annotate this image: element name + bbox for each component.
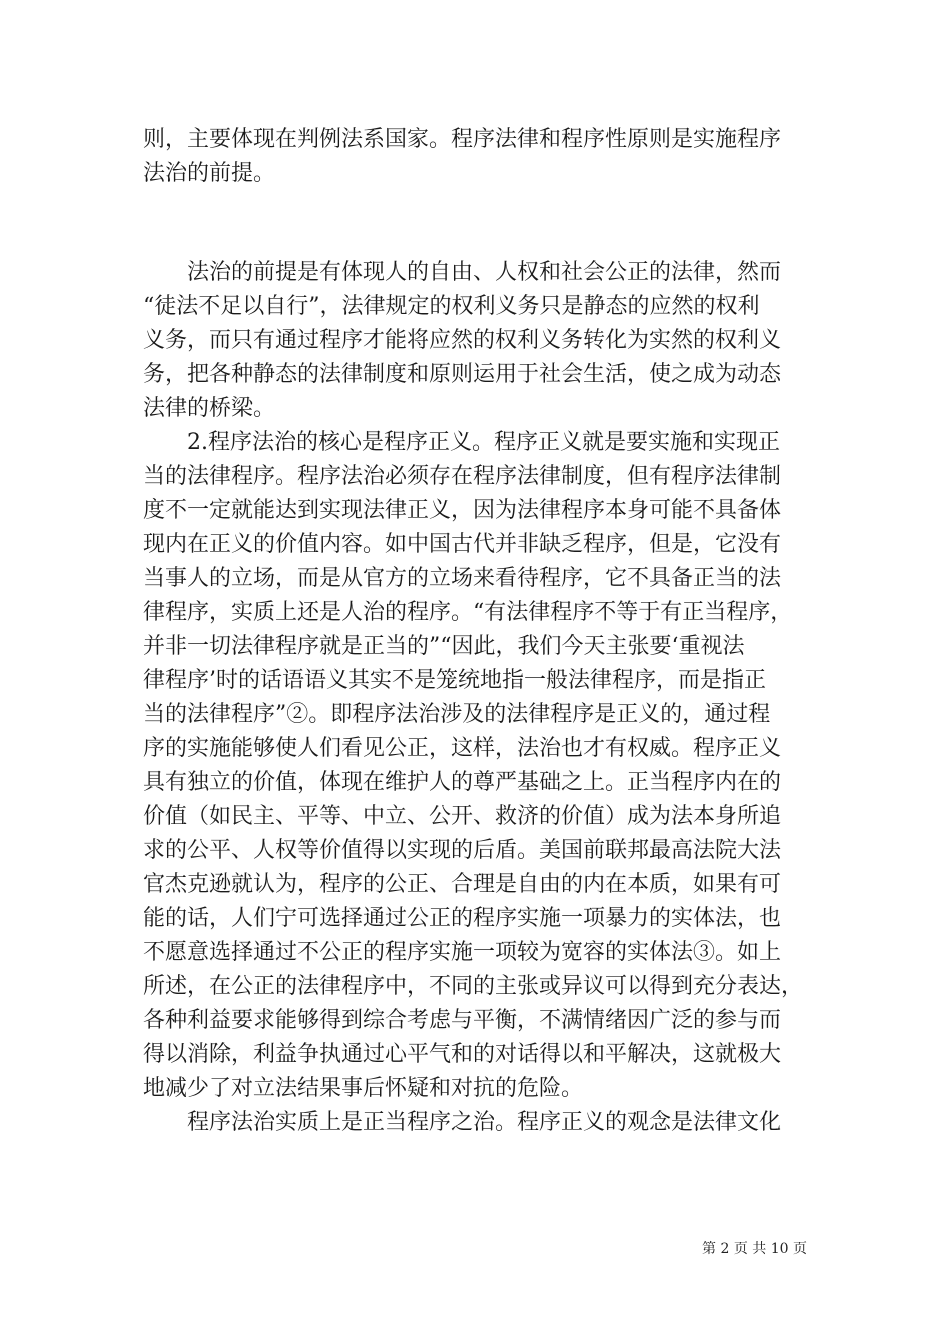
text-line: 官杰克逊就认为，程序的公正、合理是自由的内在本质，如果有可 [143,872,782,897]
text-line: 当的法律程序。程序法治必须存在程序法律制度，但有程序法律制 [143,464,782,489]
text-line: 则，主要体现在判例法系国家。程序法律和程序性原则是实施程序 [143,127,782,152]
text-line: “徒法不足以自行”，法律规定的权利义务只是静态的应然的权利 [143,294,760,319]
text-line: 能的话，人们宁可选择通过公正的程序实施一项暴力的实体法，也 [143,906,782,931]
text-line: 度不一定就能达到实现法律正义，因为法律程序本身可能不具备体 [143,498,782,523]
text-line: 具有独立的价值，体现在维护人的尊严基础之上。正当程序内在的 [143,770,782,795]
text-line: 价值（如民主、平等、中立、公开、救济的价值）成为法本身所追 [143,804,782,829]
text-line: 法律的桥梁。 [143,396,276,421]
text-line: 律程序’时的话语语义其实不是笼统地指一般法律程序，而是指正 [143,668,766,693]
text-line: 求的公平、人权等价值得以实现的后盾。美国前联邦最高法院大法 [143,838,782,863]
text-line: 不愿意选择通过不公正的程序实施一项较为宽容的实体法③。如上 [143,940,782,965]
text-line: 得以消除，利益争执通过心平气和的对话得以和平解决，这就极大 [143,1042,782,1067]
text-line: 当事人的立场，而是从官方的立场来看待程序，它不具备正当的法 [143,566,782,591]
text-line: 地减少了对立法结果事后怀疑和对抗的危险。 [143,1076,584,1101]
text-line: 法治的前提是有体现人的自由、人权和社会公正的法律，然而 [143,260,782,285]
text-line: 序的实施能够使人们看见公正，这样，法治也才有权威。程序正义 [143,736,782,761]
text-line: 各种利益要求能够得到综合考虑与平衡，不满情绪因广泛的参与而 [143,1008,782,1033]
text-line: 义务，而只有通过程序才能将应然的权利义务转化为实然的权利义 [143,328,782,353]
text-line: 现内在正义的价值内容。如中国古代并非缺乏程序，但是，它没有 [143,532,782,557]
text-line: 当的法律程序”②。即程序法治涉及的法律程序是正义的，通过程 [143,702,771,727]
text-line: 律程序，实质上还是人治的程序。“有法律程序不等于有正当程序， [143,600,793,625]
text-line: 程序法治实质上是正当程序之治。程序正义的观念是法律文化 [143,1110,782,1135]
text-line: 2.程序法治的核心是程序正义。程序正义就是要实施和实现正 [143,430,780,455]
text-line: 所述，在公正的法律程序中，不同的主张或异议可以得到充分表达， [143,974,804,999]
text-line: 务，把各种静态的法律制度和原则运用于社会生活，使之成为动态 [143,362,782,387]
text-line: 并非一切法律程序就是正当的”“因此，我们今天主张要‘重视法 [143,634,745,659]
text-line: 法治的前提。 [143,161,276,186]
page-number: 第 2 页 共 10 页 [702,1241,807,1257]
